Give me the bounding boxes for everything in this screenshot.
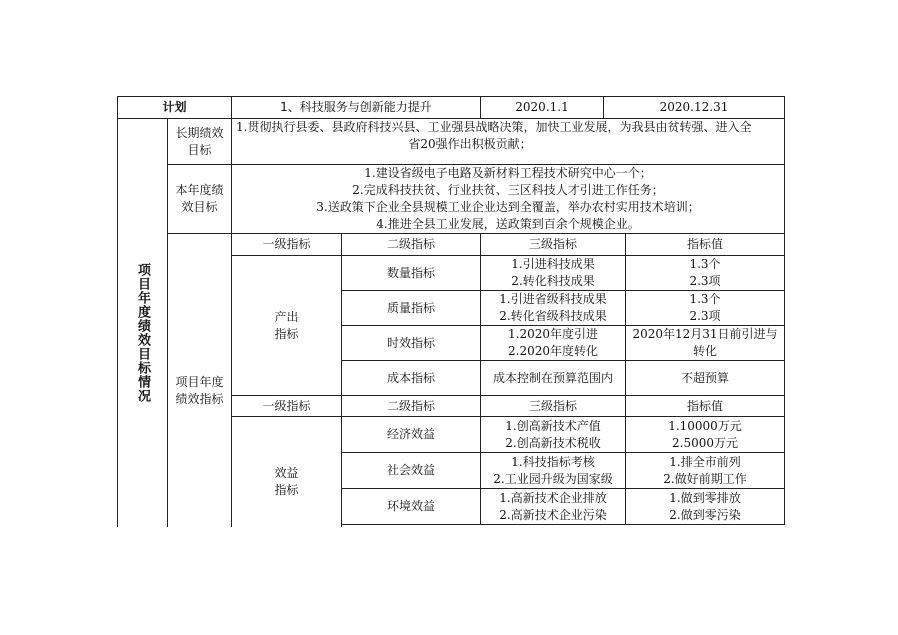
level3-line: 1.科技指标考核 — [511, 454, 595, 469]
long-term-goal-label — [167, 118, 232, 165]
benefit-row-value — [625, 488, 785, 525]
header-level3: 三级指标 — [480, 233, 626, 256]
header-level2: 二级指标 — [341, 233, 481, 256]
level3-line: 2.高新技术企业污染 — [499, 507, 607, 522]
header-level2: 二级指标 — [341, 395, 481, 417]
value-line: 2.3项 — [689, 274, 721, 288]
header-level1: 一级指标 — [231, 233, 342, 256]
indicators-label-line: 绩效指标 — [175, 391, 224, 406]
benefit-row-level3 — [480, 416, 626, 453]
benefit-row-level2: 环境效益 — [341, 488, 481, 525]
header-value: 指标值 — [625, 233, 785, 256]
header-level1: 一级指标 — [231, 395, 342, 417]
output-row-level2: 成本指标 — [341, 360, 481, 396]
benefit-row-level2: 社会效益 — [341, 452, 481, 489]
level3-line: 2.转化省级科技成果 — [499, 309, 607, 323]
annual-label-line: 效目标 — [181, 200, 218, 214]
benefit-group-line: 指标 — [274, 483, 299, 497]
level3-line: 成本控制在预算范围内 — [492, 370, 613, 385]
long-term-text-line: 1.贯彻执行县委、县政府科技兴县、工业强县战略决策，加快工业发展，为我县由贫转强、进入全 — [236, 120, 752, 134]
value-line: 1.做到零排放 — [669, 490, 741, 505]
output-row-level2: 质量指标 — [341, 290, 481, 326]
value-line: 2.3项 — [689, 309, 721, 323]
plan-project: 1、科技服务与创新能力提升 — [231, 96, 481, 119]
level3-line: 2.创高新技术税收 — [505, 435, 601, 450]
output-group-line: 产出 — [274, 309, 299, 324]
indicators-label-line: 项目年度 — [175, 374, 224, 389]
annual-goal-label — [167, 164, 232, 234]
output-row-value — [625, 290, 785, 326]
level3-line: 1.引进省级科技成果 — [499, 292, 607, 306]
annual-label-line: 本年度绩 — [175, 183, 224, 197]
value-line: 1.3个 — [689, 257, 721, 271]
header-value: 指标值 — [625, 395, 785, 417]
output-row-level3 — [480, 325, 626, 361]
value-line: 转化 — [692, 344, 717, 358]
annual-text-line: 1.建设省级电子电路及新材料工程技术研究中心一个； — [364, 166, 652, 180]
annual-text-line: 4.推进全县工业发展，送政策到百余个规模企业。 — [376, 217, 640, 231]
long-term-label-line: 目标 — [187, 142, 212, 157]
plan-label: 计划 — [117, 96, 232, 119]
output-row-value — [625, 255, 785, 291]
value-line: 1.排全市前列 — [669, 454, 741, 469]
value-line: 2.做好前期工作 — [663, 471, 747, 486]
benefit-row-value — [625, 416, 785, 453]
indicators-label — [167, 233, 232, 548]
output-row-level2: 数量指标 — [341, 255, 481, 291]
level3-line: 1.高新技术企业排放 — [499, 490, 607, 505]
long-term-label-line: 长期绩效 — [175, 125, 224, 140]
annual-goal-text — [231, 164, 785, 234]
long-term-goal-text — [231, 118, 785, 165]
benefit-row-level2: 经济效益 — [341, 416, 481, 453]
benefit-row-level3 — [480, 452, 626, 489]
plan-start-date: 2020.1.1 — [480, 96, 604, 119]
value-line: 1.3个 — [689, 292, 721, 306]
benefit-row-value — [625, 452, 785, 489]
benefit-group-line: 效益 — [274, 466, 299, 480]
annual-text-line: 3.送政策下企业全县规模工业企业达到全覆盖，举办农村实用技术培训； — [316, 200, 700, 214]
value-line: 1.10000万元 — [668, 418, 742, 433]
value-line: 2.做到零污染 — [669, 507, 741, 522]
output-row-level3 — [480, 290, 626, 326]
header-level3: 三级指标 — [480, 395, 626, 417]
section-label: 项目年度绩效目标情况 — [117, 118, 168, 548]
output-row-level3 — [480, 360, 626, 396]
level3-line: 2.工业园升级为国家级 — [493, 471, 613, 486]
value-line: 2.5000万元 — [672, 435, 738, 450]
long-term-text-line: 省20强作出积极贡献； — [408, 137, 532, 151]
output-indicator-group — [231, 255, 342, 396]
level3-line: 1.2020年度引进 — [508, 327, 598, 341]
plan-end-date: 2020.12.31 — [603, 96, 785, 119]
output-row-level3 — [480, 255, 626, 291]
output-row-value — [625, 325, 785, 361]
output-row-value — [625, 360, 785, 396]
level3-line: 2.转化科技成果 — [511, 274, 595, 288]
annual-text-line: 2.完成科技扶贫、行业扶贫、三区科技人才引进工作任务； — [352, 183, 664, 197]
value-line: 不超预算 — [680, 370, 729, 385]
output-row-level2: 时效指标 — [341, 325, 481, 361]
page-bottom-margin — [100, 527, 800, 635]
level3-line: 1.创高新技术产值 — [505, 418, 601, 433]
output-group-line: 指标 — [274, 326, 299, 341]
level3-line: 1.引进科技成果 — [511, 257, 595, 271]
value-line: 2020年12月31日前引进与 — [632, 327, 778, 341]
level3-line: 2.2020年度转化 — [508, 344, 598, 358]
benefit-row-level3 — [480, 488, 626, 525]
